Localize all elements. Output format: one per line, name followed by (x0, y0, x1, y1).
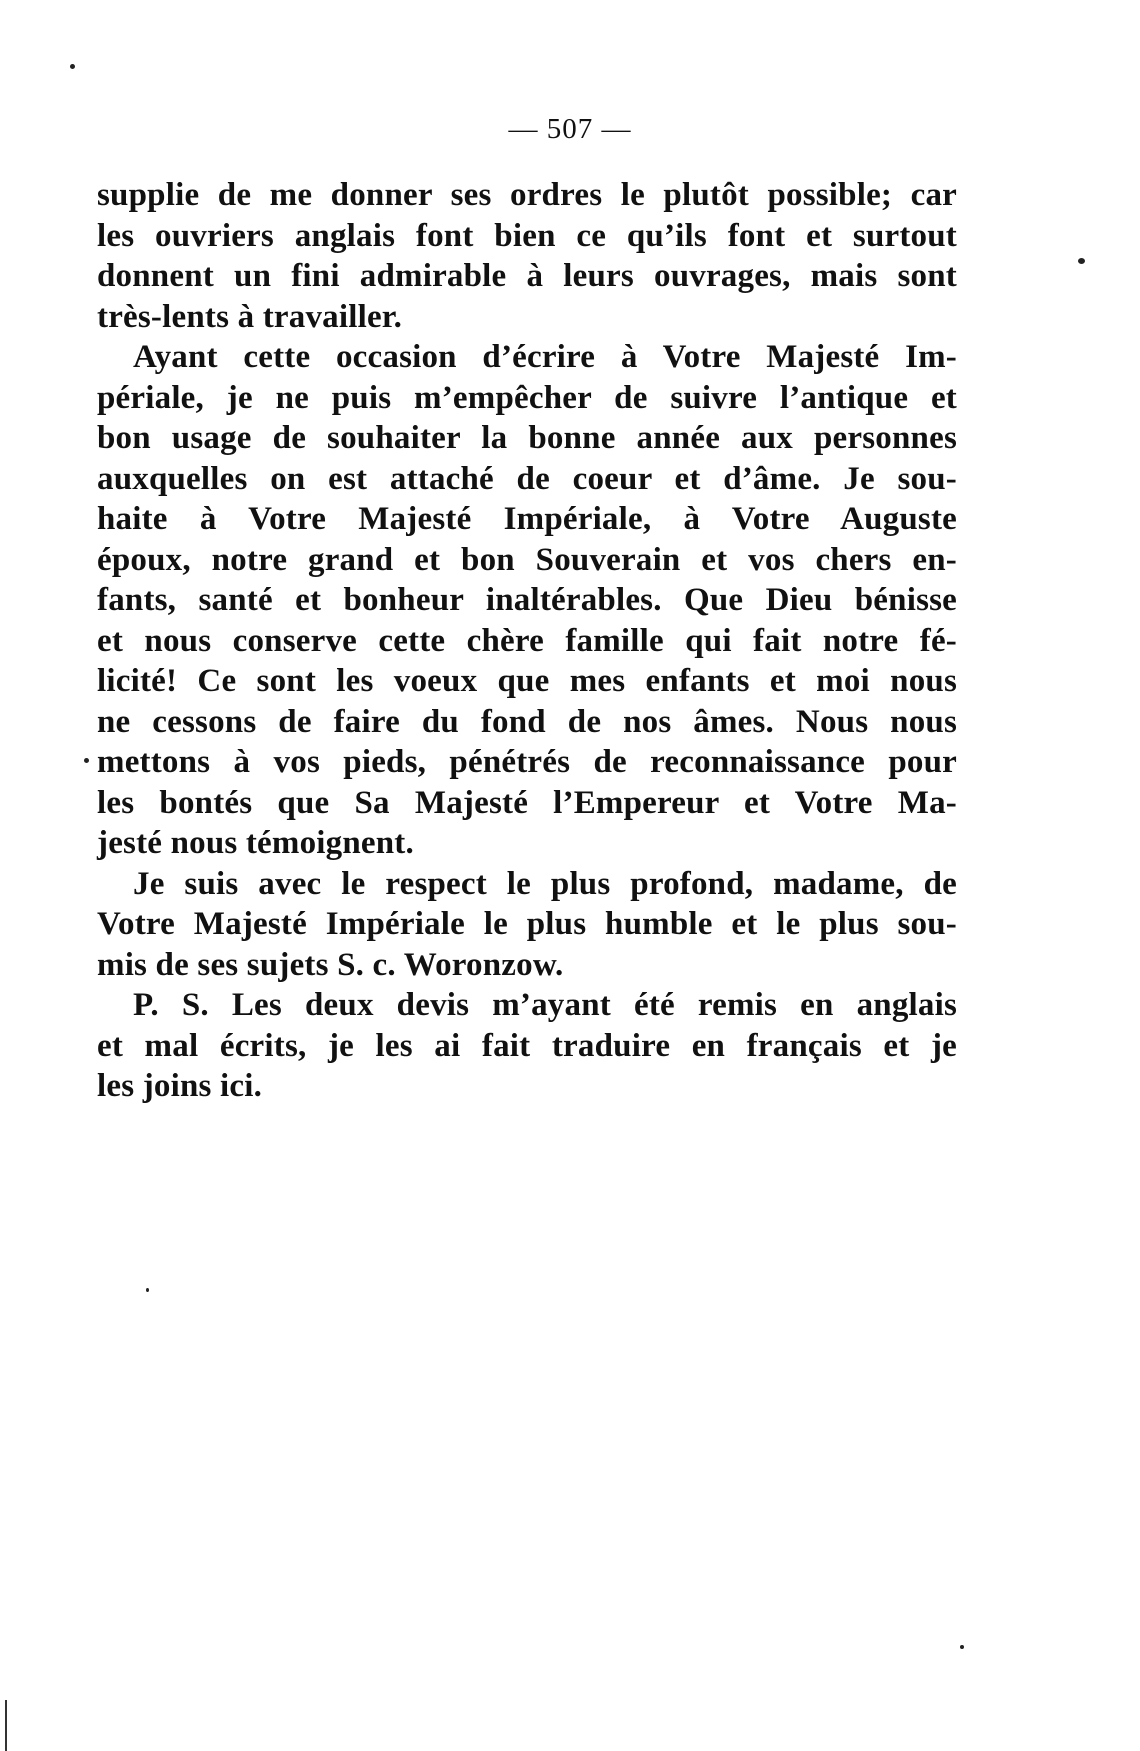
text-line: fants, santé et bonheur inaltérables. Que Dieu bénisse (97, 582, 957, 618)
text-line: supplie de me donner ses ordres le plutôt possible; car (97, 177, 957, 213)
page-number: — 507 — (508, 113, 632, 145)
text-line: les ouvriers anglais font bien ce qu’ils font et surtout (97, 217, 957, 254)
text-line: donnent un fini admirable à leurs ouvrages, mais sont (97, 258, 957, 294)
text-line: licité! Ce sont les voeux que mes enfants et moi nous (97, 663, 957, 699)
text-line: Votre Majesté Impériale le plus humble et le plus sou- (97, 906, 957, 942)
text-line: haite à Votre Majesté Impériale, à Votre Auguste (97, 501, 957, 537)
text-line: Ayant cette occasion d’écrire à Votre Majesté Im- (133, 339, 957, 375)
scan-edge-line (5, 1700, 7, 1751)
text-line: auxquelles on est attaché de coeur et d’âme. Je sou- (97, 460, 957, 497)
text-line: bon usage de souhaiter la bonne année aux personnes (97, 420, 957, 456)
text-line: périale, je ne puis m’empêcher de suivre l’antique et (97, 379, 957, 416)
text-line: et mal écrits, je les ai fait traduire en français et je (97, 1027, 957, 1064)
scan-speck (960, 1645, 964, 1649)
text-line: Je suis avec le respect le plus profond, madame, de (133, 865, 957, 902)
scan-speck (146, 1288, 149, 1292)
scan-speck (1078, 258, 1085, 264)
text-line: les joins ici. (97, 1068, 263, 1104)
text-line: les bontés que Sa Majesté l’Empereur et Votre Ma- (97, 784, 957, 821)
scan-speck (84, 758, 89, 763)
text-line: P. S. Les deux devis m’ayant été remis en anglais (133, 987, 957, 1023)
text-line: mettons à vos pieds, pénétrés de reconnaissance pour (97, 744, 957, 780)
text-line: ne cessons de faire du fond de nos âmes. Nous nous (97, 703, 957, 740)
scan-speck (70, 64, 75, 69)
text-line: et nous conserve cette chère famille qui fait notre fé- (97, 622, 957, 659)
text-line: époux, notre grand et bon Souverain et vos chers en- (97, 541, 957, 578)
body-text (97, 175, 957, 1107)
text-line: jesté nous témoignent. (97, 825, 414, 861)
text-line: très-lents à travailler. (97, 298, 403, 335)
text-line: mis de ses sujets S. c. Woronzow. (97, 946, 564, 983)
